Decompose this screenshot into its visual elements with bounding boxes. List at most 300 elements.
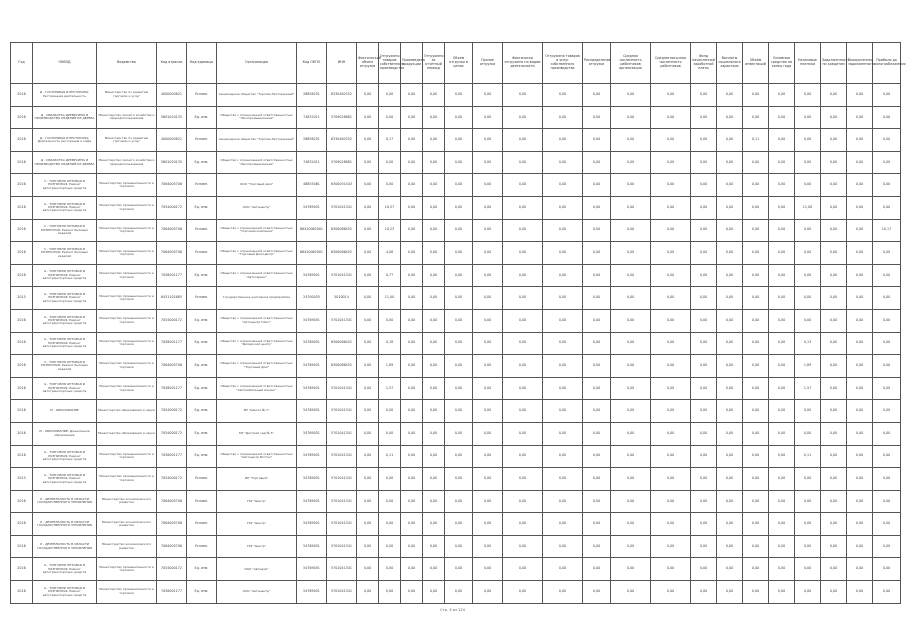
table-cell: 0,00 <box>357 309 379 332</box>
table-cell: 0,00 <box>847 513 873 536</box>
table-cell: 0,00 <box>717 422 743 445</box>
table-cell: Ед. изм. <box>187 422 217 445</box>
table-cell: 5701041341 <box>327 400 357 423</box>
table-cell: Д - ГОСТИНИЦЫ И РЕСТОРАНЫ; Ресторанная деятельность <box>33 84 97 107</box>
table-cell: 7058001177 <box>157 264 187 287</box>
table-cell: 0,00 <box>821 174 847 197</box>
table-cell: 0,00 <box>583 400 611 423</box>
table-cell: С - ТОРГОВЛЯ ОПТОВАЯ И РОЗНИЧНАЯ; Ремонт бытовых изделий <box>33 355 97 378</box>
table-cell: 0,00 <box>379 513 401 536</box>
table-cell: 0,00 <box>651 581 691 604</box>
table-cell: 7058001177 <box>157 581 187 604</box>
table-cell: ООО "Автоцентр" <box>217 196 297 219</box>
table-cell: 0,00 <box>583 151 611 174</box>
table-cell: 74832011 <box>297 151 327 174</box>
table-cell: 0,13 <box>795 332 821 355</box>
table-header-row <box>11 43 901 84</box>
table-cell: 0,00 <box>543 513 583 536</box>
table-cell: 0,11 <box>795 445 821 468</box>
table-cell: 5701041341 <box>327 558 357 581</box>
table-cell: 6300051443 <box>327 174 357 197</box>
table-cell: 7064005706 <box>157 490 187 513</box>
table-cell: 0,00 <box>769 309 795 332</box>
table-row <box>11 468 901 491</box>
table-cell: 0,00 <box>503 219 543 242</box>
table-cell: 0,00 <box>473 196 503 219</box>
column-header: Код единицы <box>187 43 217 84</box>
table-cell: Условн. <box>187 129 217 152</box>
table-cell: 0,00 <box>651 287 691 310</box>
table-cell: 6300086452 <box>327 355 357 378</box>
table-cell: 6300086452 <box>327 242 357 265</box>
table-cell: 0,00 <box>473 558 503 581</box>
table-cell: 0,00 <box>873 151 901 174</box>
table-cell: Д - ОБРАБОТКА ДРЕВЕСИНЫ И ПРОИЗВОДСТВО ИЗДЕЛИЙ ИЗ ДЕРЕВА <box>33 151 97 174</box>
table-cell: 54769051 <box>297 264 327 287</box>
table-cell: 0,00 <box>769 242 795 265</box>
table-cell: 0,00 <box>473 535 503 558</box>
table-cell: 0,00 <box>379 106 401 129</box>
table-cell: 0,00 <box>611 400 651 423</box>
table-cell: 0,00 <box>717 377 743 400</box>
table-cell: 0,00 <box>401 219 423 242</box>
table-cell: 0,00 <box>583 535 611 558</box>
table-cell: Ед. изм. <box>187 377 217 400</box>
table-cell: 0,00 <box>423 84 445 107</box>
table-cell: 0,00 <box>611 445 651 468</box>
table-row <box>11 151 901 174</box>
table-cell: Общество с ограниченной ответственностью "Автоцентр Плюс" <box>217 309 297 332</box>
table-cell: 0,00 <box>445 400 473 423</box>
table-cell: 86420062001 <box>297 219 327 242</box>
table-cell: 2016 <box>11 377 33 400</box>
table-cell: 0,00 <box>357 355 379 378</box>
table-cell: МУ "Детский сад № 5" <box>217 422 297 445</box>
table-cell: 0,00 <box>717 219 743 242</box>
table-cell: 0,00 <box>769 129 795 152</box>
table-cell: 0,00 <box>611 242 651 265</box>
table-cell: 0,00 <box>611 377 651 400</box>
table-cell: 0,00 <box>873 558 901 581</box>
table-cell: 0,00 <box>873 174 901 197</box>
table-cell: 0,00 <box>423 309 445 332</box>
table-cell: 2016 <box>11 558 33 581</box>
table-cell: 5701041341 <box>327 309 357 332</box>
column-header: Основные средства на конец года <box>769 43 795 84</box>
table-cell: 0,00 <box>357 242 379 265</box>
table-cell: 0,00 <box>651 129 691 152</box>
table-cell: 0,00 <box>769 196 795 219</box>
table-cell: 0,00 <box>821 377 847 400</box>
table-cell: 0,00 <box>423 513 445 536</box>
table-cell: 0,00 <box>873 535 901 558</box>
column-header: Задолженность по кредитам <box>821 43 847 84</box>
table-cell: 0,00 <box>473 490 503 513</box>
table-cell: Министерство образования и науки <box>97 422 157 445</box>
table-cell: 0,00 <box>743 106 769 129</box>
table-cell: 0,00 <box>423 242 445 265</box>
table-cell: 0,00 <box>543 219 583 242</box>
table-cell: 0,00 <box>473 422 503 445</box>
table-cell: 0,00 <box>717 558 743 581</box>
table-cell: Общество с ограниченной ответственностью "Торговый Дом" <box>217 355 297 378</box>
table-cell: Общество с ограниченной ответственностью "Автомобильный Альянс" <box>217 377 297 400</box>
table-cell: 0,00 <box>423 174 445 197</box>
table-cell: 74832011 <box>297 106 327 129</box>
table-cell: 4000005821 <box>157 129 187 152</box>
table-cell: 2016 <box>11 513 33 536</box>
table-cell: 0,00 <box>357 174 379 197</box>
table-cell: 6330462552 <box>327 84 357 107</box>
table-cell: 0,00 <box>357 400 379 423</box>
table-cell: 7058001177 <box>157 377 187 400</box>
table-cell: 0,00 <box>583 287 611 310</box>
table-cell: 0,00 <box>717 84 743 107</box>
column-header: Прибыль до налогообложения <box>873 43 901 84</box>
table-cell: 0,00 <box>357 287 379 310</box>
table-cell: 0,00 <box>847 377 873 400</box>
table-cell: 0,00 <box>717 174 743 197</box>
table-cell: 2016 <box>11 196 33 219</box>
table-cell: 0,00 <box>357 513 379 536</box>
table-cell: 0,00 <box>769 174 795 197</box>
table-cell: 5010014 <box>327 287 357 310</box>
table-cell: 5601020135 <box>157 151 187 174</box>
table-cell: 0,00 <box>445 264 473 287</box>
table-cell: 0,00 <box>583 445 611 468</box>
table-cell: 0,00 <box>583 581 611 604</box>
table-cell: 0,00 <box>795 468 821 491</box>
table-cell: 0,00 <box>873 287 901 310</box>
table-cell: Министерство экономического развития <box>97 490 157 513</box>
table-cell: 0,00 <box>821 309 847 332</box>
table-cell: 2016 <box>11 445 33 468</box>
table-cell: 0,00 <box>847 422 873 445</box>
column-header: Ведомство <box>97 43 157 84</box>
table-cell: 0,00 <box>379 174 401 197</box>
table-cell: 0,00 <box>743 490 769 513</box>
table-cell: 0,00 <box>423 558 445 581</box>
table-cell: 0,00 <box>423 332 445 355</box>
table-cell: G - ТОРГОВЛЯ ОПТОВАЯ И РОЗНИЧНАЯ; Ремонт автотранспортных средств <box>33 558 97 581</box>
table-cell: 0,00 <box>401 581 423 604</box>
table-cell: 0,00 <box>543 535 583 558</box>
table-cell: 0,00 <box>583 242 611 265</box>
table-cell: 0,00 <box>503 332 543 355</box>
table-cell: 2016 <box>11 84 33 107</box>
table-cell: 0,00 <box>847 490 873 513</box>
table-cell: 0,77 <box>379 264 401 287</box>
table-cell: Л - ДЕЯТЕЛЬНОСТЬ В ОБЛАСТИ ГОСУДАРСТВЕННОГО УПРАВЛЕНИЯ <box>33 490 97 513</box>
table-cell: 0,00 <box>503 377 543 400</box>
table-cell: 86420062001 <box>297 242 327 265</box>
table-cell: 0,00 <box>795 129 821 152</box>
table-cell: 0,00 <box>847 242 873 265</box>
table-cell: 0,00 <box>503 355 543 378</box>
table-cell: 5709028881 <box>327 151 357 174</box>
table-cell: Министерство по развитию торговли и услуг <box>97 84 157 107</box>
table-cell: 0,00 <box>769 332 795 355</box>
table-cell: 2016 <box>11 400 33 423</box>
table-cell: 0,00 <box>503 445 543 468</box>
table-cell: 0,00 <box>503 151 543 174</box>
table-cell: 54769051 <box>297 332 327 355</box>
table-cell: 0,00 <box>743 84 769 107</box>
column-header: Выплаты социального характера <box>717 43 743 84</box>
table-cell: ООО "Автодом" <box>217 558 297 581</box>
table-cell: 1,57 <box>795 377 821 400</box>
table-cell: 0,00 <box>401 196 423 219</box>
table-cell: 0,00 <box>401 242 423 265</box>
table-cell: 0,00 <box>473 151 503 174</box>
table-cell: 0,00 <box>503 106 543 129</box>
table-cell: 0,00 <box>691 151 717 174</box>
table-cell: Ед. изм. <box>187 332 217 355</box>
table-cell: Ед. изм. <box>187 196 217 219</box>
table-cell: 0,00 <box>445 490 473 513</box>
table-cell: 0,00 <box>611 581 651 604</box>
table-cell: 0,00 <box>691 196 717 219</box>
table-cell: 0,00 <box>503 400 543 423</box>
table-cell: 0,00 <box>445 174 473 197</box>
table-cell: 5701041341 <box>327 422 357 445</box>
table-row <box>11 129 901 152</box>
table-cell: 0,00 <box>379 151 401 174</box>
table-cell: 0,00 <box>473 219 503 242</box>
table-cell: 54769051 <box>297 422 327 445</box>
table-cell: 2016 <box>11 264 33 287</box>
table-cell: Министерство промышленности и торговли <box>97 377 157 400</box>
table-cell: 0,00 <box>847 84 873 107</box>
table-cell: 0,00 <box>769 287 795 310</box>
column-header: Объём инвестиций <box>743 43 769 84</box>
table-cell: 48855061 <box>297 174 327 197</box>
table-cell: 5601020135 <box>157 106 187 129</box>
table-cell: 0,00 <box>821 287 847 310</box>
column-header: Фактический объём отгрузки <box>357 43 379 84</box>
table-cell: 2016 <box>11 174 33 197</box>
table-cell: 0,00 <box>445 332 473 355</box>
table-row <box>11 377 901 400</box>
table-cell: 0,00 <box>611 196 651 219</box>
table-cell: 0,00 <box>873 581 901 604</box>
table-cell: 0,00 <box>847 332 873 355</box>
table-cell: 0,00 <box>583 106 611 129</box>
table-cell: 2016 <box>11 242 33 265</box>
table-cell: 0,00 <box>401 84 423 107</box>
table-cell: ООО "Торговый дом" <box>217 174 297 197</box>
table-cell: 0,00 <box>769 468 795 491</box>
column-header: ОКВЭД <box>33 43 97 84</box>
table-cell: Министерство экономического развития <box>97 535 157 558</box>
table-cell: Условн. <box>187 468 217 491</box>
table-cell: 0,00 <box>691 581 717 604</box>
table-cell: 0,00 <box>717 332 743 355</box>
table-cell: 5701041341 <box>327 581 357 604</box>
table-cell: 0,00 <box>717 355 743 378</box>
table-cell: 2016 <box>11 332 33 355</box>
table-cell: 0,00 <box>611 332 651 355</box>
table-cell: 0,00 <box>651 219 691 242</box>
column-header: Просроченная задолженность <box>847 43 873 84</box>
table-cell: 0,00 <box>473 468 503 491</box>
table-row <box>11 581 901 604</box>
table-cell: 0,00 <box>691 468 717 491</box>
table-cell: 0,00 <box>611 151 651 174</box>
table-row <box>11 309 901 332</box>
table-cell: 0,00 <box>743 174 769 197</box>
table-cell: 0,00 <box>445 513 473 536</box>
table-cell: 0,00 <box>873 84 901 107</box>
table-cell: 2016 <box>11 219 33 242</box>
table-cell: 2016 <box>11 581 33 604</box>
table-cell: 2015 <box>11 287 33 310</box>
table-cell: 7058001177 <box>157 332 187 355</box>
table-cell: 2015 <box>11 468 33 491</box>
table-cell: 0,00 <box>423 264 445 287</box>
table-cell: 0,00 <box>873 264 901 287</box>
table-cell: 0,00 <box>691 332 717 355</box>
table-cell: Условн. <box>187 513 217 536</box>
table-cell: 0,00 <box>651 332 691 355</box>
table-cell: 0,00 <box>503 422 543 445</box>
table-cell: 0,00 <box>691 219 717 242</box>
table-cell: 1,89 <box>379 355 401 378</box>
table-cell: М - ОБРАЗОВАНИЕ <box>33 400 97 423</box>
table-cell: 0,00 <box>445 377 473 400</box>
table-cell: 0,00 <box>423 445 445 468</box>
table-cell: Л - ДЕЯТЕЛЬНОСТЬ В ОБЛАСТИ ГОСУДАРСТВЕННОГО УПРАВЛЕНИЯ <box>33 535 97 558</box>
table-cell: 0,00 <box>543 581 583 604</box>
table-cell: 0,00 <box>445 287 473 310</box>
table-cell: 0,00 <box>543 84 583 107</box>
table-cell: Ед. изм. <box>187 558 217 581</box>
table-cell: 0,00 <box>379 490 401 513</box>
table-cell: 0,00 <box>651 422 691 445</box>
table-cell: 6451101685 <box>157 287 187 310</box>
table-cell: 0,00 <box>821 468 847 491</box>
table-cell: 0,00 <box>423 422 445 445</box>
table-cell: 28856251 <box>297 84 327 107</box>
table-cell: 0,00 <box>401 400 423 423</box>
table-cell: Ед. изм. <box>187 355 217 378</box>
table-cell: 0,00 <box>445 219 473 242</box>
table-cell: ГКУ "Центр" <box>217 513 297 536</box>
table-cell: 5701041341 <box>327 445 357 468</box>
table-cell: ИП "Торговый" <box>217 468 297 491</box>
table-cell: М - ОБРАЗОВАНИЕ; Дошкольное образование <box>33 422 97 445</box>
table-cell: 0,00 <box>423 151 445 174</box>
table-cell: 0,00 <box>543 558 583 581</box>
table-cell: 0,00 <box>795 242 821 265</box>
table-cell: 0,00 <box>691 106 717 129</box>
table-cell: Министерство промышленности и торговли <box>97 219 157 242</box>
table-cell: 0,00 <box>717 400 743 423</box>
table-cell: 0,11 <box>379 445 401 468</box>
table-cell: 4,08 <box>379 242 401 265</box>
table-cell: 0,00 <box>503 174 543 197</box>
table-cell: 0,00 <box>769 377 795 400</box>
table-cell: 0,00 <box>445 355 473 378</box>
table-cell: 7054000172 <box>157 558 187 581</box>
table-cell: 0,00 <box>795 558 821 581</box>
table-cell: 0,00 <box>445 84 473 107</box>
table-row <box>11 287 901 310</box>
table-cell: G - ТОРГОВЛЯ ОПТОВАЯ И РОЗНИЧНАЯ; Ремонт автотранспортных средств <box>33 196 97 219</box>
table-cell: 0,00 <box>473 400 503 423</box>
table-cell: 0,00 <box>543 468 583 491</box>
table-cell: 0,00 <box>821 535 847 558</box>
table-cell: 0,00 <box>543 287 583 310</box>
table-cell: 0,00 <box>543 422 583 445</box>
table-cell: 0,00 <box>423 377 445 400</box>
table-cell: 0,00 <box>445 558 473 581</box>
table-cell: 10,17 <box>873 219 901 242</box>
table-row <box>11 106 901 129</box>
table-cell: 0,00 <box>821 445 847 468</box>
column-header: Средняя численность работников организации <box>611 43 651 84</box>
table-cell: Акционерное общество "Торгово-Ресторанный" <box>217 84 297 107</box>
table-cell: 0,00 <box>473 129 503 152</box>
table-cell: 0,00 <box>423 196 445 219</box>
table-cell: Условн. <box>187 490 217 513</box>
table-cell: 0,00 <box>543 174 583 197</box>
table-cell: 0,00 <box>769 445 795 468</box>
table-cell: 54769051 <box>297 513 327 536</box>
table-cell: 0,00 <box>423 219 445 242</box>
table-cell: 0,00 <box>543 242 583 265</box>
table-cell: 0,00 <box>503 468 543 491</box>
column-header: Среднесписочная численность работников <box>651 43 691 84</box>
table-cell: Условн. <box>187 84 217 107</box>
table-cell: 0,00 <box>357 106 379 129</box>
table-cell: 0,00 <box>401 558 423 581</box>
column-header: Организация <box>217 43 297 84</box>
table-cell: 5701041341 <box>327 264 357 287</box>
table-cell: 0,00 <box>401 129 423 152</box>
table-cell: 0,00 <box>717 535 743 558</box>
table-cell: Условн. <box>187 242 217 265</box>
table-cell: G - ТОРГОВЛЯ ОПТОВАЯ И РОЗНИЧНАЯ; Ремонт автотранспортных средств <box>33 377 97 400</box>
table-cell: 0,00 <box>717 242 743 265</box>
table-cell: 5701041341 <box>327 490 357 513</box>
table-cell: 0,00 <box>847 264 873 287</box>
table-cell: 0,00 <box>821 264 847 287</box>
table-cell: 0,00 <box>401 468 423 491</box>
table-cell: 0,00 <box>847 106 873 129</box>
table-cell: 0,00 <box>423 355 445 378</box>
table-cell: Л - ДЕЯТЕЛЬНОСТЬ В ОБЛАСТИ ГОСУДАРСТВЕННОГО УПРАВЛЕНИЯ <box>33 513 97 536</box>
table-cell: Условн. <box>187 535 217 558</box>
table-cell: 0,00 <box>795 174 821 197</box>
table-cell: 0,00 <box>873 196 901 219</box>
table-cell: 0,00 <box>503 513 543 536</box>
table-row <box>11 445 901 468</box>
table-cell: 0,00 <box>795 581 821 604</box>
table-cell: 11,00 <box>379 287 401 310</box>
table-row <box>11 400 901 423</box>
table-cell: 0,00 <box>357 151 379 174</box>
table-cell: 0,00 <box>873 422 901 445</box>
table-cell: 0,00 <box>743 309 769 332</box>
table-cell: 0,00 <box>583 377 611 400</box>
table-cell: 6300086452 <box>327 332 357 355</box>
table-cell: 0,00 <box>583 355 611 378</box>
table-cell: 0,00 <box>357 558 379 581</box>
column-header: Произведено продукции <box>401 43 423 84</box>
table-cell: 54769051 <box>297 490 327 513</box>
table-cell: 0,00 <box>795 264 821 287</box>
